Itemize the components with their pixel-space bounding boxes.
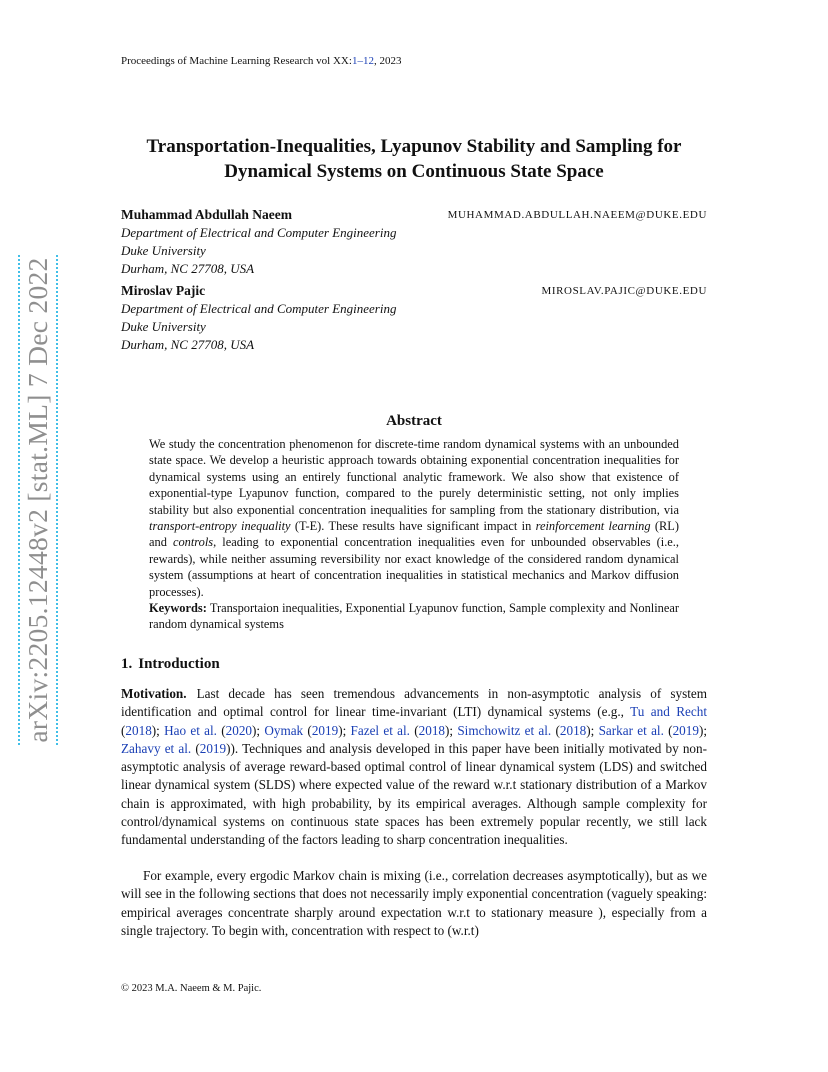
author-email: MIROSLAV.PAJIC@DUKE.EDU — [541, 285, 707, 297]
abstract-text: (RL) and — [149, 519, 680, 550]
citation-link[interactable]: Sarkar et al. — [598, 722, 664, 738]
citation-punct: ( — [663, 722, 673, 738]
keywords — [149, 600, 679, 633]
title-line-1: Transportation-Inequalities, Lyapunov Stability and Sampling for — [146, 136, 682, 157]
paper-title — [100, 134, 728, 184]
section-number: 1. — [121, 656, 133, 672]
author-university: Duke University — [121, 243, 206, 258]
citation-punct: ( — [303, 722, 312, 738]
citation-punct: ); — [586, 722, 599, 738]
citation-link[interactable]: Simchowitz et al. — [457, 722, 552, 738]
citation-punct: ( — [216, 722, 226, 738]
citation-link[interactable]: Zahavy et al. — [121, 740, 192, 756]
abstract-text: (T-E). These results have significant impact in — [290, 519, 536, 534]
citation-year-link[interactable]: 2019 — [672, 722, 699, 738]
author-address: Durham, NC 27708, USA — [121, 261, 255, 276]
citation-punct: ); — [445, 722, 458, 738]
section-heading — [121, 656, 220, 673]
citation-link[interactable]: Tu and Recht — [630, 704, 707, 720]
citation-year-link[interactable]: 2019 — [199, 740, 227, 756]
citation-year-link[interactable]: 2018 — [559, 722, 587, 738]
citation-punct: ); — [698, 722, 707, 738]
section-title: Introduction — [138, 656, 220, 672]
citation-link[interactable]: Oymak — [264, 722, 304, 738]
citation-punct: )). — [226, 740, 243, 756]
title-line-2: Dynamical Systems on Continuous State Space — [224, 161, 604, 182]
citation-link[interactable]: Hao et al. — [164, 722, 217, 738]
abstract-emphasis: controls — [172, 535, 214, 550]
author-department: Department of Electrical and Computer Engineering — [121, 225, 397, 240]
copyright-footer: © 2023 M.A. Naeem & M. Pajic. — [121, 983, 262, 994]
citation-punct: ( — [191, 740, 200, 756]
paragraph-lead: Motivation. — [121, 686, 187, 701]
running-head-prefix: Proceedings of Machine Learning Research vol XX: — [121, 55, 352, 67]
citation-punct: ); — [151, 722, 165, 738]
author-block-1 — [121, 206, 707, 278]
keywords-label: Keywords: — [149, 601, 207, 615]
intro-paragraph-1 — [121, 685, 707, 850]
citation-year-link[interactable]: 2018 — [418, 722, 446, 738]
abstract-text: We study the concentration phenomenon for discrete-time random dynamical systems with an unbounded state space. We develop a heuristic approach towards obtaining exponential concentration inequalities for dynamical systems using an entirely functional analytic framework. We also show that existence of exponential-type Lyapunov function, compared to the purely deterministic setting, not only implies stability but also exponential concentration inequalities for sampling from the stationary distribution, via — [149, 437, 679, 517]
citation-year-link[interactable]: 2019 — [311, 722, 339, 738]
citation-punct: ); — [252, 722, 265, 738]
citation-punct: ( — [409, 722, 419, 738]
author-email: MUHAMMAD.ABDULLAH.NAEEM@DUKE.EDU — [447, 209, 707, 221]
author-name: Muhammad Abdullah Naeem — [121, 207, 293, 222]
citation-punct: ( — [551, 722, 560, 738]
citation-year-link[interactable]: 2020 — [225, 722, 252, 738]
abstract-emphasis: transport-entropy inequality — [149, 519, 291, 534]
arxiv-stamp — [18, 255, 58, 745]
citation-punct: ); — [338, 722, 351, 738]
page-range-link[interactable]: 1–12 — [351, 55, 374, 67]
citation-punct: ( — [121, 722, 126, 738]
author-name: Miroslav Pajic — [121, 283, 206, 298]
abstract-text: , leading to exponential concentration inequalities even for unbounded observables (i.e., rewards), while neither assuming reversibility nor exact knowledge of the considered random dynamical system (assumptions at heart of concentration inequalities in statistical mechanics and Markov diffusion processes). — [149, 535, 679, 599]
author-address: Durham, NC 27708, USA — [121, 337, 255, 352]
author-department: Department of Electrical and Computer Engineering — [121, 301, 397, 316]
paragraph-text: Last decade has seen tremendous advancements in non-asymptotic analysis of system identification and optimal control for linear time-invariant (LTI) dynamical systems (e.g., — [121, 686, 707, 720]
citation-link[interactable]: Fazel et al. — [350, 722, 410, 738]
running-head — [121, 55, 401, 67]
arxiv-identifier: arXiv:2205.12448v2 [stat.ML] 7 Dec 2022 — [22, 257, 53, 743]
abstract-emphasis: reinforcement learning — [535, 519, 651, 534]
author-university: Duke University — [121, 319, 206, 334]
intro-paragraph-2: For example, every ergodic Markov chain is mixing (i.e., correlation decreases asymptotically), but as we will see in the following sections that does not necessarily imply exponential concentration (vaguely speaking: empirical averages concentrate sharply around expectation w.r.t to stationary measure ), especially from a single trajectory. To begin with, concentration with respect to (w.r.t) — [121, 868, 707, 938]
keywords-text: Transportaion inequalities, Exponential Lyapunov function, Sample complexity and Nonlinear random dynamical systems — [149, 601, 680, 632]
paragraph-text: Techniques and analysis developed in this paper have been initially motivated by non-asymptotic analysis of average reward-based optimal control of linear dynamical system (LDS) and switched linear dynamical system (SLDS) where expected value of the reward w.r.t stationary distribution of a Markov chain is approximated, with high probability, by its empirical averages. Although sample complexity for control/dynamical systems on continuous state spaces has been extremely popular recently, we still lack fundamental understanding of the factors leading to sharp concentration inequalities. — [121, 740, 708, 848]
running-head-suffix: , 2023 — [373, 55, 402, 67]
abstract-body — [149, 436, 679, 600]
citation-year-link[interactable]: 2018 — [125, 722, 152, 738]
author-block-2 — [121, 282, 707, 354]
abstract-heading: Abstract — [386, 413, 442, 429]
